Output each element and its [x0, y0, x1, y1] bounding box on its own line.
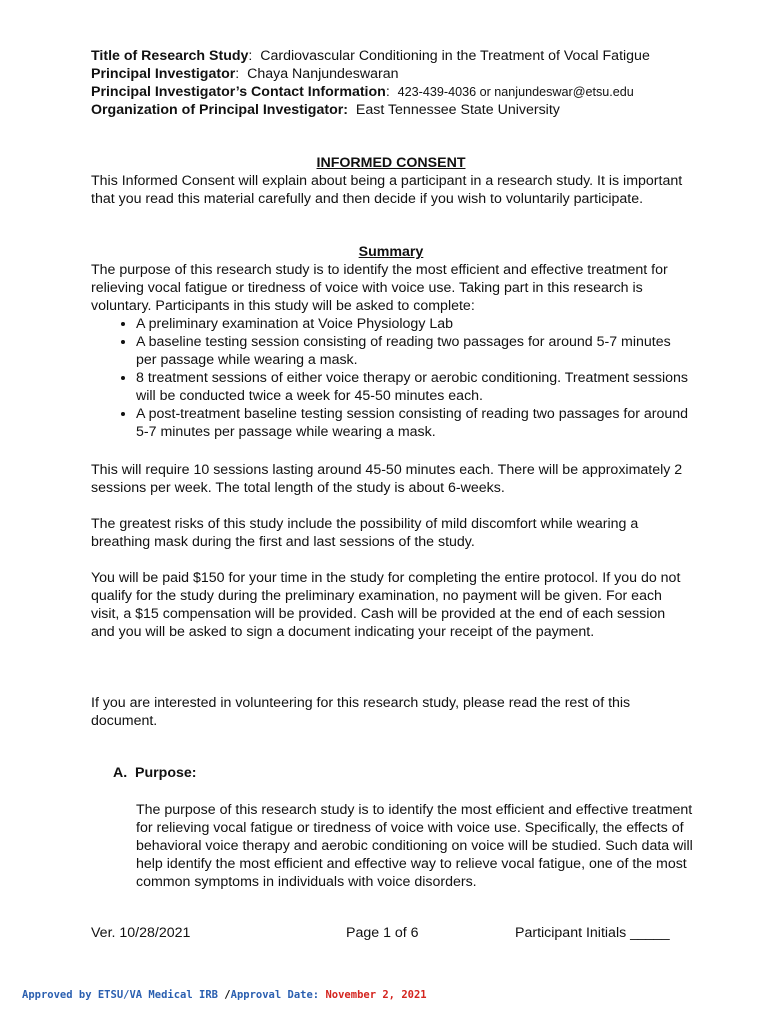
payment-paragraph: You will be paid $150 for your time in the study for completing the entire protocol. If you do not qualify for the study during the preliminary examination, no payment will be given. For each visit, a $15 compensation will be provided. Cash will be provided at the end of each session and you will be asked to sign a document indicating your receipt of the payment. — [91, 570, 681, 640]
participant-initials: Participant Initials _____ — [515, 925, 670, 941]
summary-list — [91, 315, 691, 441]
pi-line: Principal Investigator: Chaya Nanjundeswaran — [91, 66, 399, 82]
approval-text: Approved by ETSU/VA Medical IRB — [22, 989, 218, 1001]
sessions-paragraph: This will require 10 sessions lasting around 45-50 minutes each. There will be approximately 2 sessions per week. The total length of the study is about 6-weeks. — [91, 462, 683, 496]
approval-separator: / — [224, 989, 231, 1001]
contact-value: 423-439-4036 or nanjundeswar@etsu.edu — [397, 85, 634, 99]
consent-section — [91, 154, 691, 208]
list-item: • A baseline testing session consisting of reading two passages for around 5-7 minutes per passage while wearing a mask. — [136, 333, 691, 369]
list-item: • 8 treatment sessions of either voice therapy or aerobic conditioning. Treatment sessions will be conducted twice a week for 45-50 minutes each. — [136, 369, 691, 405]
risks-paragraph: The greatest risks of this study include the possibility of mild discomfort while wearing a breathing mask during the first and last sessions of the study. — [91, 516, 639, 550]
section-a-heading — [113, 765, 197, 781]
contact-line: Principal Investigator’s Contact Information: 423-439-4036 or nanjundeswar@etsu.edu — [91, 84, 634, 100]
section-a-title: Purpose: — [135, 765, 197, 781]
study-title-line: Title of Research Study: Cardiovascular Conditioning in the Treatment of Vocal Fatigue — [91, 48, 650, 64]
page-number: Page 1 of 6 — [346, 925, 419, 941]
purpose-paragraph: The purpose of this research study is to identify the most efficient and effective treatment for relieving vocal fatigue or tiredness of voice with voice use. Specifically, the effects of behavioral voice therapy and aerobic conditioning on voice will be studied. Such data will help identify the most efficient and effective way to relieve vocal fatigue, one of the most common symptoms in individuals with voice disorders. — [136, 802, 693, 890]
org-value: East Tennessee State University — [355, 102, 560, 118]
approval-date: November 2, 2021 — [325, 989, 427, 1001]
pi-value: Chaya Nanjundeswaran — [247, 66, 399, 82]
consent-intro: This Informed Consent will explain about being a participant in a research study. It is important that you read this material carefully and then decide if you wish to voluntarily participate. — [91, 173, 683, 207]
approval-date-label: Approval Date: — [230, 989, 320, 1001]
section-a-letter: A. — [113, 765, 128, 781]
list-item: • A post-treatment baseline testing session consisting of reading two passages for around 5-7 minutes per passage while wearing a mask. — [136, 405, 691, 441]
irb-approval-stamp — [22, 989, 427, 1001]
org-label: Organization of Principal Investigator: — [91, 102, 348, 118]
summary-section — [91, 243, 691, 441]
summary-heading: Summary — [358, 244, 424, 260]
version-label: Ver. 10/28/2021 — [91, 925, 191, 941]
list-item: • A preliminary examination at Voice Physiology Lab — [136, 315, 691, 333]
summary-intro: The purpose of this research study is to identify the most efficient and effective treatment for relieving vocal fatigue or tiredness of voice with voice use. Taking part in this research is voluntary. Participants in this study will be asked to complete: — [91, 262, 668, 314]
pi-label: Principal Investigator — [91, 66, 236, 82]
study-header — [91, 47, 691, 119]
study-title-label: Title of Research Study — [91, 48, 249, 64]
study-title-value: Cardiovascular Conditioning in the Treatment of Vocal Fatigue — [260, 48, 650, 64]
interest-paragraph: If you are interested in volunteering for this research study, please read the rest of this document. — [91, 695, 631, 729]
contact-label: Principal Investigator’s Contact Information — [91, 84, 386, 100]
consent-heading: INFORMED CONSENT — [316, 155, 466, 171]
org-line — [91, 101, 691, 119]
